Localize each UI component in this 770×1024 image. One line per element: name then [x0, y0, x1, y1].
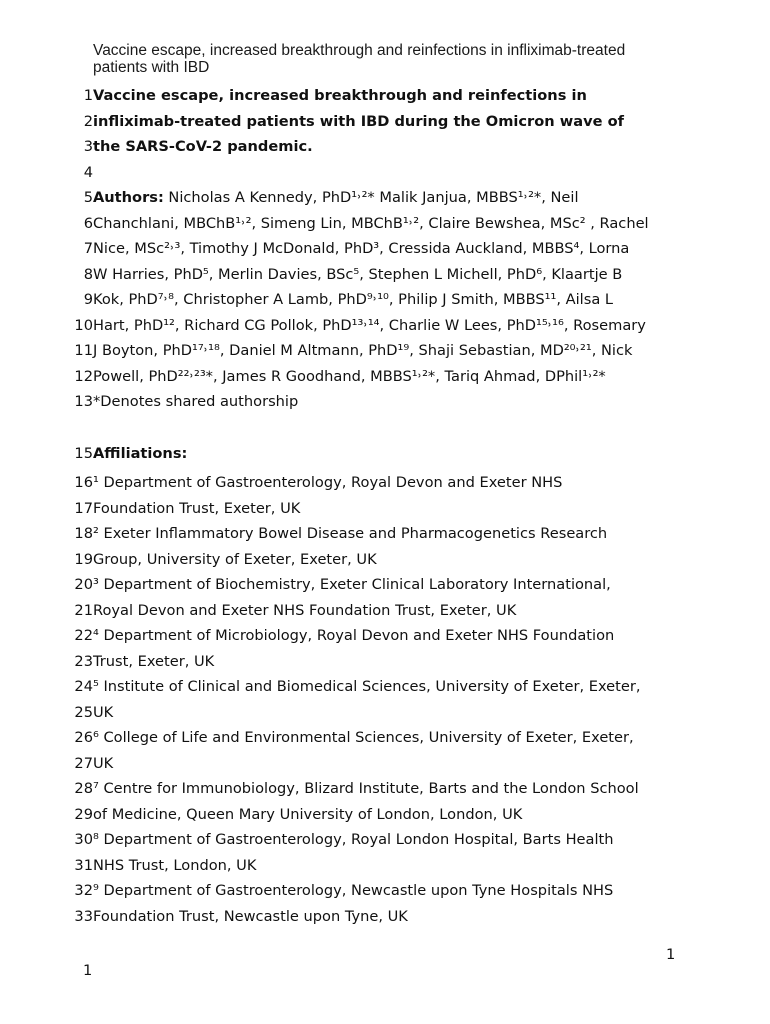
line-number: 24	[74, 678, 93, 695]
footer-mark: 1	[83, 962, 93, 979]
affiliation-line	[0, 751, 770, 777]
author-line	[0, 185, 770, 211]
author-names: Nicholas A Kennedy, PhD¹˒²* Malik Janjua, MBBS¹˒²*, Neil	[163, 189, 579, 206]
affiliation-text: ² Exeter Inflammatory Bowel Disease and Pharmacogenetics Research	[93, 525, 608, 542]
author-text: Kok, PhD⁷˒⁸, Christopher A Lamb, PhD⁹˒¹⁰, Philip J Smith, MBBS¹¹, Ailsa L	[93, 291, 614, 308]
affiliation-line	[0, 802, 770, 828]
line-number: 5	[83, 189, 93, 206]
line-number: 28	[74, 780, 93, 797]
affiliation-text: UK	[93, 703, 114, 721]
affiliation-text: ⁹ Department of Gastroenterology, Newcastle upon Tyne Hospitals NHS	[93, 882, 614, 899]
line-number: 21	[74, 601, 93, 619]
title-text: the SARS-CoV-2 pandemic.	[93, 138, 313, 155]
affiliation-line	[0, 598, 770, 624]
affiliation-text: Royal Devon and Exeter NHS Foundation Trust, Exeter, UK	[93, 601, 517, 619]
line-number: 22	[74, 627, 93, 644]
affiliation-text: ¹ Department of Gastroenterology, Royal Devon and Exeter NHS	[93, 474, 563, 491]
line-number: 33	[74, 907, 93, 925]
affiliation-line	[0, 572, 770, 598]
line-number: 27	[74, 754, 93, 772]
affiliation-line	[0, 904, 770, 930]
title-line	[0, 83, 770, 109]
affiliation-text: ⁶ College of Life and Environmental Sciences, University of Exeter, Exeter,	[93, 729, 634, 746]
title-line	[0, 134, 770, 160]
manuscript-body	[0, 83, 770, 929]
author-line	[0, 211, 770, 237]
affiliation-text: ⁵ Institute of Clinical and Biomedical Sciences, University of Exeter, Exeter,	[93, 678, 641, 695]
line-number: 1	[83, 87, 93, 104]
affiliation-text: ⁸ Department of Gastroenterology, Royal London Hospital, Barts Health	[93, 831, 614, 848]
affiliation-text: ⁴ Department of Microbiology, Royal Devon and Exeter NHS Foundation	[93, 627, 615, 644]
authors-label: Authors:	[93, 189, 164, 206]
title-line	[0, 109, 770, 135]
affiliations-heading: Affiliations:	[93, 444, 188, 462]
author-line	[0, 287, 770, 313]
author-line	[0, 364, 770, 390]
line-number: 2	[83, 112, 93, 130]
line-number: 13	[74, 393, 93, 410]
affiliation-line	[0, 623, 770, 649]
shared-authorship-note	[0, 389, 770, 415]
line-number: 16	[74, 474, 93, 491]
line-number: 25	[74, 703, 93, 721]
title-text: Vaccine escape, increased breakthrough and reinfections in	[93, 87, 587, 104]
line-number: 18	[74, 525, 93, 542]
author-text: Nice, MSc²˒³, Timothy J McDonald, PhD³, Cressida Auckland, MBBS⁴, Lorna	[93, 240, 630, 257]
line-number: 3	[83, 138, 93, 155]
line-number: 19	[74, 550, 93, 568]
line-number: 4	[83, 163, 93, 181]
shared-authorship-text: *Denotes shared authorship	[93, 393, 299, 410]
line-number: 23	[74, 652, 93, 670]
page-number: 1	[666, 946, 676, 963]
affiliation-line	[0, 521, 770, 547]
line-number: 20	[74, 576, 93, 593]
line-number: 32	[74, 882, 93, 899]
affiliation-text: NHS Trust, London, UK	[93, 856, 257, 874]
affiliation-text: Foundation Trust, Newcastle upon Tyne, UK	[93, 907, 408, 925]
affiliation-text: Group, University of Exeter, Exeter, UK	[93, 550, 377, 568]
affiliation-line	[0, 827, 770, 853]
affiliation-line	[0, 649, 770, 675]
affiliation-line	[0, 700, 770, 726]
author-line	[0, 236, 770, 262]
line-number: 12	[74, 367, 93, 385]
line-number: 6	[83, 214, 93, 232]
line-number: 15	[74, 444, 93, 462]
affiliation-line	[0, 776, 770, 802]
affiliation-line	[0, 725, 770, 751]
title-text: infliximab-treated patients with IBD during the Omicron wave of	[93, 112, 624, 130]
author-text: W Harries, PhD⁵, Merlin Davies, BSc⁵, Stephen L Michell, PhD⁶, Klaartje B	[93, 265, 623, 283]
running-header: Vaccine escape, increased breakthrough and reinfections in infliximab-treated patients with IBD	[93, 42, 626, 76]
affiliation-line	[0, 547, 770, 573]
author-line	[0, 338, 770, 364]
affiliation-line	[0, 674, 770, 700]
affiliation-line	[0, 878, 770, 904]
affiliations-heading-line	[0, 441, 770, 467]
affiliation-text: Trust, Exeter, UK	[93, 652, 215, 670]
line-number: 8	[83, 265, 93, 283]
blank-line	[0, 160, 770, 186]
line-number: 9	[83, 291, 93, 308]
line-number: 26	[74, 729, 93, 746]
affiliation-text: ⁷ Centre for Immunobiology, Blizard Institute, Barts and the London School	[93, 780, 639, 797]
author-line	[0, 313, 770, 339]
line-number: 17	[74, 499, 93, 517]
author-text: Powell, PhD²²˒²³*, James R Goodhand, MBBS¹˒²*, Tariq Ahmad, DPhil¹˒²*	[93, 367, 606, 385]
author-text: Chanchlani, MBChB¹˒², Simeng Lin, MBChB¹˒², Claire Bewshea, MSc² , Rachel	[93, 214, 649, 232]
line-number: 31	[74, 856, 93, 874]
affiliation-text: of Medicine, Queen Mary University of London, London, UK	[93, 805, 523, 823]
line-number: 29	[74, 805, 93, 823]
line-number: 11	[74, 342, 93, 359]
line-number: 7	[83, 240, 93, 257]
affiliation-line	[0, 496, 770, 522]
affiliation-text: Foundation Trust, Exeter, UK	[93, 499, 301, 517]
author-text: J Boyton, PhD¹⁷˒¹⁸, Daniel M Altmann, PhD¹⁹, Shaji Sebastian, MD²⁰˒²¹, Nick	[93, 342, 633, 359]
affiliation-line	[0, 470, 770, 496]
line-number: 10	[74, 316, 93, 334]
author-text: Hart, PhD¹², Richard CG Pollok, PhD¹³˒¹⁴, Charlie W Lees, PhD¹⁵˒¹⁶, Rosemary	[93, 316, 646, 334]
affiliation-text: ³ Department of Biochemistry, Exeter Clinical Laboratory International,	[93, 576, 611, 593]
affiliation-line	[0, 853, 770, 879]
author-line	[0, 262, 770, 288]
line-number: 30	[74, 831, 93, 848]
affiliation-text: UK	[93, 754, 114, 772]
author-text	[93, 185, 579, 211]
